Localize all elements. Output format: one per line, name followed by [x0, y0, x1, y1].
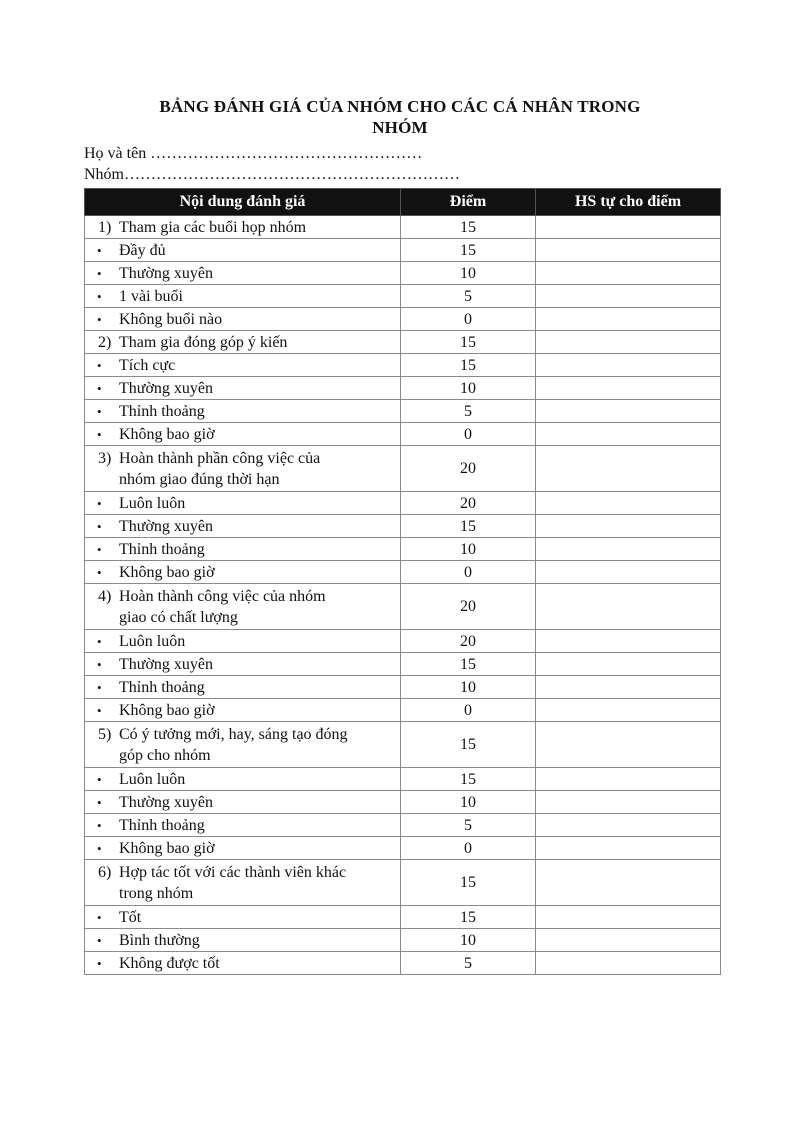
criterion-text [119, 448, 320, 490]
bullet-icon: • [97, 311, 102, 327]
score-cell: 10 [401, 676, 536, 699]
option-row [85, 377, 721, 400]
option-text: Luôn luôn [119, 632, 186, 650]
item-number: 3) [98, 449, 112, 467]
criterion-text-line-2: nhóm giao đúng thời hạn [119, 470, 280, 488]
self-score-cell[interactable] [536, 653, 721, 676]
content-cell [85, 837, 401, 860]
content-cell [85, 400, 401, 423]
score-cell: 0 [401, 561, 536, 584]
content-cell [85, 538, 401, 561]
bullet-icon: • [97, 564, 102, 580]
bullet-icon: • [97, 380, 102, 396]
bullet-icon: • [97, 288, 102, 304]
item-number: 4) [98, 587, 112, 605]
content-cell [85, 262, 401, 285]
content-cell [85, 423, 401, 446]
score-cell: 15 [401, 906, 536, 929]
option-text: Không bao giờ [119, 563, 215, 581]
option-text: Thường xuyên [119, 517, 214, 535]
self-score-cell[interactable] [536, 515, 721, 538]
content-cell [85, 308, 401, 331]
bullet-icon: • [97, 518, 102, 534]
header-content: Nội dung đánh giá [85, 189, 401, 216]
option-row [85, 423, 721, 446]
self-score-cell[interactable] [536, 676, 721, 699]
criterion-row [85, 216, 721, 239]
content-cell [85, 354, 401, 377]
option-row [85, 768, 721, 791]
self-score-cell[interactable] [536, 929, 721, 952]
self-score-cell[interactable] [536, 768, 721, 791]
bullet-icon: • [97, 702, 102, 718]
criterion-text: Tham gia các buổi họp nhóm [119, 218, 307, 236]
content-cell [85, 239, 401, 262]
option-row [85, 837, 721, 860]
option-row [85, 492, 721, 515]
bullet-icon: • [97, 679, 102, 695]
content-cell [85, 676, 401, 699]
bullet-icon: • [97, 909, 102, 925]
self-score-cell[interactable] [536, 561, 721, 584]
score-cell: 20 [401, 492, 536, 515]
option-text: Đầy đủ [119, 241, 166, 259]
score-cell: 5 [401, 814, 536, 837]
self-score-cell[interactable] [536, 699, 721, 722]
option-row [85, 814, 721, 837]
self-score-cell[interactable] [536, 860, 721, 906]
bullet-icon: • [97, 265, 102, 281]
self-score-cell[interactable] [536, 308, 721, 331]
score-cell: 10 [401, 262, 536, 285]
option-text: Không buổi nào [119, 310, 223, 328]
content-cell [85, 584, 401, 630]
option-row [85, 308, 721, 331]
self-score-cell[interactable] [536, 423, 721, 446]
score-cell: 0 [401, 308, 536, 331]
criterion-text-line-1: Có ý tưởng mới, hay, sáng tạo đóng [119, 725, 348, 743]
bullet-icon: • [97, 633, 102, 649]
document-title [100, 96, 700, 138]
evaluation-table [84, 188, 721, 975]
option-text: 1 vài buổi [119, 287, 183, 305]
self-score-cell[interactable] [536, 952, 721, 975]
item-number: 6) [98, 863, 112, 881]
criterion-text-line-1: Hoàn thành phần công việc của [119, 449, 321, 467]
bullet-icon: • [97, 840, 102, 856]
option-row [85, 906, 721, 929]
self-score-cell[interactable] [536, 446, 721, 492]
score-cell: 10 [401, 377, 536, 400]
bullet-icon: • [97, 495, 102, 511]
score-cell: 15 [401, 216, 536, 239]
bullet-icon: • [97, 817, 102, 833]
content-cell [85, 561, 401, 584]
self-score-cell[interactable] [536, 837, 721, 860]
option-text: Không bao giờ [119, 839, 215, 857]
option-text: Không được tốt [119, 954, 220, 972]
content-cell [85, 492, 401, 515]
option-row [85, 262, 721, 285]
criterion-text [119, 586, 326, 628]
score-cell: 15 [401, 515, 536, 538]
option-text: Thỉnh thoảng [119, 816, 205, 834]
bullet-icon: • [97, 426, 102, 442]
option-row [85, 653, 721, 676]
header-row [85, 189, 721, 216]
bullet-icon: • [97, 541, 102, 557]
self-score-cell[interactable] [536, 814, 721, 837]
item-number: 1) [98, 218, 112, 236]
content-cell [85, 446, 401, 492]
item-number: 2) [98, 333, 112, 351]
self-score-cell[interactable] [536, 584, 721, 630]
score-cell: 20 [401, 584, 536, 630]
score-cell: 0 [401, 837, 536, 860]
option-text: Tích cực [119, 356, 176, 374]
self-score-cell[interactable] [536, 791, 721, 814]
self-score-cell[interactable] [536, 331, 721, 354]
option-text: Thường xuyên [119, 379, 214, 397]
score-cell: 15 [401, 768, 536, 791]
option-row [85, 400, 721, 423]
option-row [85, 515, 721, 538]
criterion-text-line-2: trong nhóm [119, 884, 194, 902]
group-field: Nhóm……………………………………………………… [84, 166, 460, 183]
self-score-cell[interactable] [536, 354, 721, 377]
score-cell: 10 [401, 929, 536, 952]
option-text: Thỉnh thoảng [119, 678, 205, 696]
score-cell: 20 [401, 630, 536, 653]
bullet-icon: • [97, 656, 102, 672]
self-score-cell[interactable] [536, 262, 721, 285]
content-cell [85, 331, 401, 354]
item-number: 5) [98, 725, 112, 743]
title-line-2: NHÓM [372, 118, 428, 137]
option-row [85, 929, 721, 952]
header-score: Điểm [401, 189, 536, 216]
self-score-cell[interactable] [536, 400, 721, 423]
content-cell [85, 768, 401, 791]
score-cell: 15 [401, 722, 536, 768]
option-text: Luôn luôn [119, 494, 186, 512]
option-row [85, 239, 721, 262]
self-score-cell[interactable] [536, 630, 721, 653]
content-cell [85, 906, 401, 929]
option-text: Không bao giờ [119, 701, 215, 719]
content-cell [85, 630, 401, 653]
option-row [85, 699, 721, 722]
content-cell [85, 952, 401, 975]
content-cell [85, 699, 401, 722]
option-row [85, 561, 721, 584]
self-score-cell[interactable] [536, 216, 721, 239]
option-text: Tốt [119, 908, 142, 926]
self-score-cell[interactable] [536, 492, 721, 515]
score-cell: 15 [401, 860, 536, 906]
criterion-text-line-2: góp cho nhóm [119, 746, 211, 764]
criterion-text [119, 862, 346, 904]
option-row [85, 791, 721, 814]
criterion-row [85, 722, 721, 768]
option-text: Luôn luôn [119, 770, 186, 788]
score-cell: 0 [401, 699, 536, 722]
self-score-cell[interactable] [536, 906, 721, 929]
criterion-row [85, 860, 721, 906]
content-cell [85, 285, 401, 308]
self-score-cell[interactable] [536, 377, 721, 400]
criterion-row [85, 446, 721, 492]
criterion-row [85, 331, 721, 354]
option-text: Thỉnh thoảng [119, 540, 205, 558]
score-cell: 15 [401, 354, 536, 377]
criterion-text-line-1: Hợp tác tốt với các thành viên khác [119, 863, 347, 881]
bullet-icon: • [97, 403, 102, 419]
content-cell [85, 722, 401, 768]
bullet-icon: • [97, 955, 102, 971]
bullet-icon: • [97, 771, 102, 787]
option-row [85, 952, 721, 975]
content-cell [85, 860, 401, 906]
score-cell: 15 [401, 331, 536, 354]
criterion-text [119, 724, 348, 766]
self-score-cell[interactable] [536, 538, 721, 561]
self-score-cell[interactable] [536, 239, 721, 262]
option-row [85, 354, 721, 377]
option-text: Thường xuyên [119, 793, 214, 811]
header-self-score: HS tự cho điểm [536, 189, 721, 216]
content-cell [85, 377, 401, 400]
criterion-text-line-2: giao có chất lượng [119, 608, 238, 626]
option-text: Thường xuyên [119, 655, 214, 673]
bullet-icon: • [97, 242, 102, 258]
option-text: Thường xuyên [119, 264, 214, 282]
option-row [85, 676, 721, 699]
option-text: Không bao giờ [119, 425, 215, 443]
score-cell: 5 [401, 952, 536, 975]
name-field: Họ và tên …………………………………………… [84, 145, 423, 162]
title-line-1: BẢNG ĐÁNH GIÁ CỦA NHÓM CHO CÁC CÁ NHÂN TRONG [159, 97, 641, 116]
score-cell: 0 [401, 423, 536, 446]
content-cell [85, 929, 401, 952]
criterion-text: Tham gia đóng góp ý kiến [119, 333, 288, 351]
criterion-text-line-1: Hoàn thành công việc của nhóm [119, 587, 326, 605]
option-row [85, 285, 721, 308]
score-cell: 5 [401, 285, 536, 308]
score-cell: 10 [401, 538, 536, 561]
content-cell [85, 515, 401, 538]
content-cell [85, 791, 401, 814]
bullet-icon: • [97, 932, 102, 948]
bullet-icon: • [97, 794, 102, 810]
content-cell [85, 216, 401, 239]
score-cell: 15 [401, 653, 536, 676]
self-score-cell[interactable] [536, 285, 721, 308]
content-cell [85, 814, 401, 837]
option-row [85, 630, 721, 653]
score-cell: 5 [401, 400, 536, 423]
option-text: Thỉnh thoảng [119, 402, 205, 420]
score-cell: 15 [401, 239, 536, 262]
bullet-icon: • [97, 357, 102, 373]
option-text: Bình thường [119, 931, 200, 949]
score-cell: 20 [401, 446, 536, 492]
option-row [85, 538, 721, 561]
score-cell: 10 [401, 791, 536, 814]
content-cell [85, 653, 401, 676]
self-score-cell[interactable] [536, 722, 721, 768]
criterion-row [85, 584, 721, 630]
